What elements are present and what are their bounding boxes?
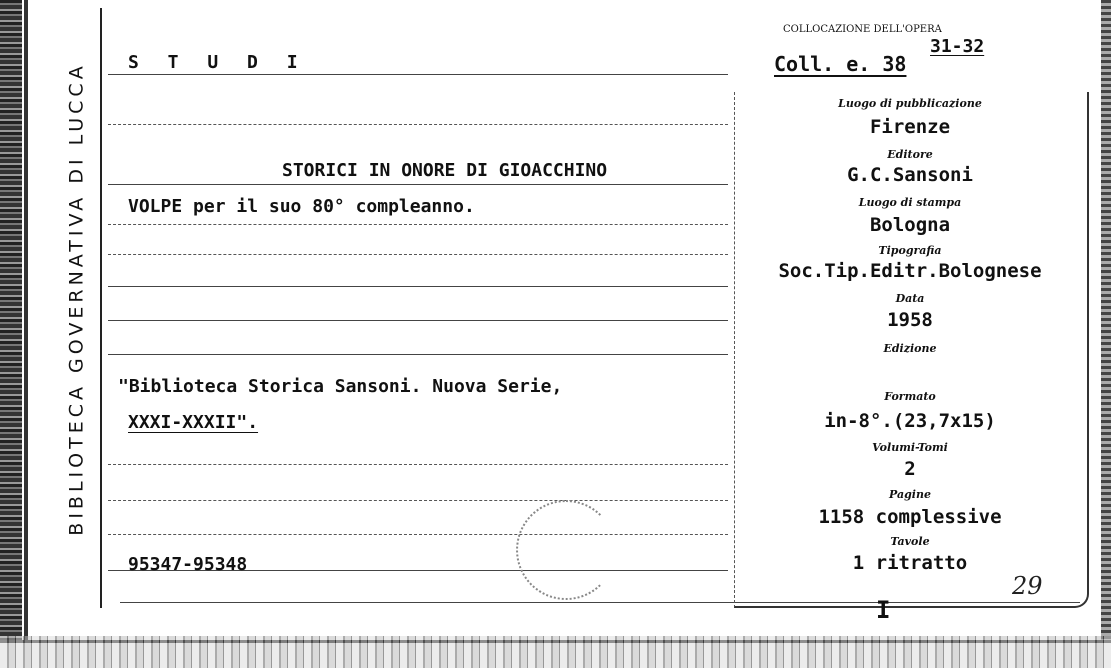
right-scan-edge xyxy=(1101,0,1111,640)
ruled-line xyxy=(108,224,728,225)
ruled-line xyxy=(108,500,728,501)
library-label-text: BIBLIOTECA GOVERNATIVA DI LUCCA xyxy=(66,62,88,536)
ruled-line xyxy=(108,534,728,535)
value-pagine: 1158 complessive xyxy=(818,506,1002,528)
ruled-line xyxy=(108,354,728,355)
value-luogo-pubblicazione: Firenze xyxy=(869,116,951,138)
ruled-line xyxy=(108,74,728,75)
inventory-number: 95347-95348 xyxy=(128,554,248,575)
label-luogo-pubblicazione: Luogo di pubblicazione xyxy=(838,97,982,110)
shelfmark-superscript: 31-32 xyxy=(930,36,985,57)
shelfmark: Coll. e. 38 xyxy=(774,52,907,76)
label-pagine: Pagine xyxy=(889,488,931,501)
library-label xyxy=(68,4,86,594)
value-volumi-tomi: 2 xyxy=(904,458,916,480)
label-tipografia: Tipografia xyxy=(878,244,942,257)
ruled-line xyxy=(108,184,728,185)
left-border-rule xyxy=(24,0,28,640)
value-tavole: 1 ritratto xyxy=(852,552,968,574)
label-edizione: Edizione xyxy=(883,342,937,355)
ruled-line xyxy=(108,320,728,321)
faded-stamp xyxy=(516,500,616,600)
series-line-2: XXXI-XXXII". xyxy=(128,412,259,433)
value-formato: in-8°.(23,7x15) xyxy=(824,410,996,432)
ruled-line xyxy=(108,124,728,125)
label-tavole: Tavole xyxy=(890,535,930,548)
label-luogo-stampa: Luogo di stampa xyxy=(858,196,962,209)
card-hole-mark: I xyxy=(876,596,891,624)
value-tipografia: Soc.Tip.Editr.Bolognese xyxy=(778,260,1042,282)
title-line-3: VOLPE per il suo 80° compleanno. xyxy=(128,196,475,217)
label-editore: Editore xyxy=(887,148,933,161)
value-editore: G.C.Sansoni xyxy=(847,164,973,186)
label-data: Data xyxy=(895,292,925,305)
handwritten-note: 29 xyxy=(1012,572,1043,600)
series-line-1: "Biblioteca Storica Sansoni. Nuova Serie, xyxy=(118,376,563,397)
ruled-line xyxy=(108,254,728,255)
left-margin-rule xyxy=(100,8,102,608)
value-data: 1958 xyxy=(887,309,933,331)
label-formato: Formato xyxy=(884,390,936,403)
ruled-line xyxy=(108,286,728,287)
collocazione-caption: COLLOCAZIONE DELL'OPERA xyxy=(783,24,942,35)
scan-bottom-noise xyxy=(0,636,1111,668)
title-line-2: STORICI IN ONORE DI GIOACCHINO xyxy=(282,160,608,181)
label-volumi-tomi: Volumi-Tomi xyxy=(872,441,948,454)
ruled-line xyxy=(108,464,728,465)
left-scan-edge xyxy=(0,0,22,640)
title-line-1: S T U D I xyxy=(128,52,307,73)
value-luogo-stampa: Bologna xyxy=(869,214,951,236)
